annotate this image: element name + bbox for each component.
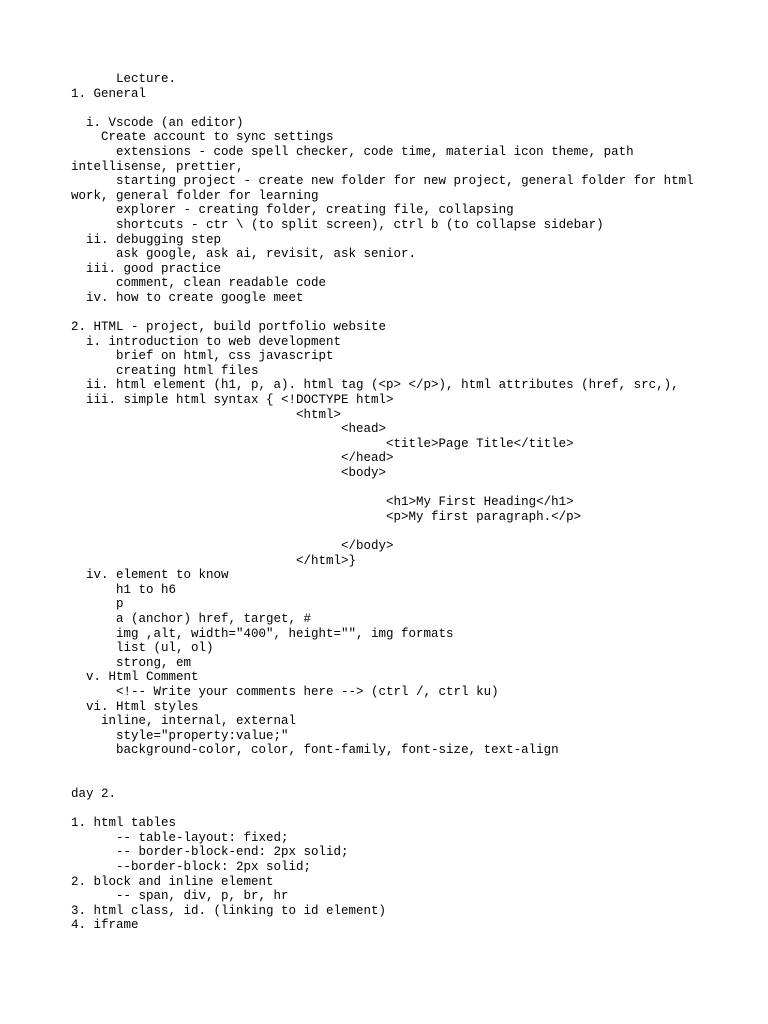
text-line: v. Html Comment [71,670,199,685]
text-line: <title>Page Title</title> [71,436,574,451]
text-line: p [71,597,124,612]
blank-line [71,802,694,817]
text-line: intellisense, prettier, [71,159,244,174]
text-line: <head> [71,422,387,437]
text-line: </html>} [71,553,357,568]
text-line: </body> [71,539,394,553]
text-line: 2. block and inline element [71,874,274,889]
text-line: Lecture. [71,72,177,86]
blank-line [71,306,694,321]
text-line: day 2. [71,787,117,802]
text-line: starting project - create new folder for new project, general folder for html [71,174,694,189]
text-line: style="property:value;" [71,728,289,743]
text-line: background-color, color, font-family, font-size, text-align [71,743,559,758]
text-line: a (anchor) href, target, # [71,611,312,626]
text-line: </head> [71,451,394,466]
text-line: 1. html tables [71,816,177,831]
text-line: 4. iframe [71,918,139,933]
text-line: i. Vscode (an editor) [71,115,244,130]
text-line: shortcuts - ctr \ (to split screen), ctrl b (to collapse sidebar) [71,217,604,232]
text-line: --border-block: 2px solid; [71,860,312,875]
blank-line [71,773,694,788]
text-line: ii. html element (h1, p, a). html tag (<p> </p>), html attributes (href, src,), [71,378,679,393]
text-line: <p>My first paragraph.</p> [71,509,582,524]
lecture-notes-text [71,72,694,933]
text-line: comment, clean readable code [71,276,327,291]
text-line: h1 to h6 [71,582,177,597]
text-line: <h1>My First Heading</h1> [71,495,574,510]
text-line: i. introduction to web development [71,334,342,349]
text-line: iv. how to create google meet [71,290,304,305]
text-line: list (ul, ol) [71,641,214,656]
text-line: vi. Html styles [71,699,199,714]
text-line: Create account to sync settings [71,130,334,145]
text-line: -- span, div, p, br, hr [71,889,289,904]
text-line: <html> [71,407,342,422]
text-line: iii. simple html syntax { <!DOCTYPE html> [71,393,394,408]
text-line: extensions - code spell checker, code time, material icon theme, path [71,144,634,159]
text-line: ii. debugging step [71,232,222,247]
text-line: 3. html class, id. (linking to id element) [71,903,387,918]
text-line: 2. HTML - project, build portfolio website [71,320,387,335]
text-line: <body> [71,466,387,481]
text-line: creating html files [71,363,259,378]
text-line: -- border-block-end: 2px solid; [71,845,349,860]
text-line: <!-- Write your comments here --> (ctrl /, ctrl ku) [71,684,499,699]
blank-line [71,758,694,773]
text-line: iv. element to know [71,568,229,583]
text-line: inline, internal, external [71,714,297,729]
text-line: explorer - creating folder, creating file, collapsing [71,203,514,218]
text-line: strong, em [71,655,192,670]
blank-line [71,524,694,539]
text-line: iii. good practice [71,261,222,276]
text-line: work, general folder for learning [71,188,319,203]
text-line: img ,alt, width="400", height="", img formats [71,626,454,641]
blank-line [71,101,694,116]
text-line: ask google, ask ai, revisit, ask senior. [71,247,417,262]
text-line: 1. General [71,86,147,101]
text-line: brief on html, css javascript [71,349,334,364]
blank-line [71,481,694,496]
text-line: -- table-layout: fixed; [71,830,289,845]
